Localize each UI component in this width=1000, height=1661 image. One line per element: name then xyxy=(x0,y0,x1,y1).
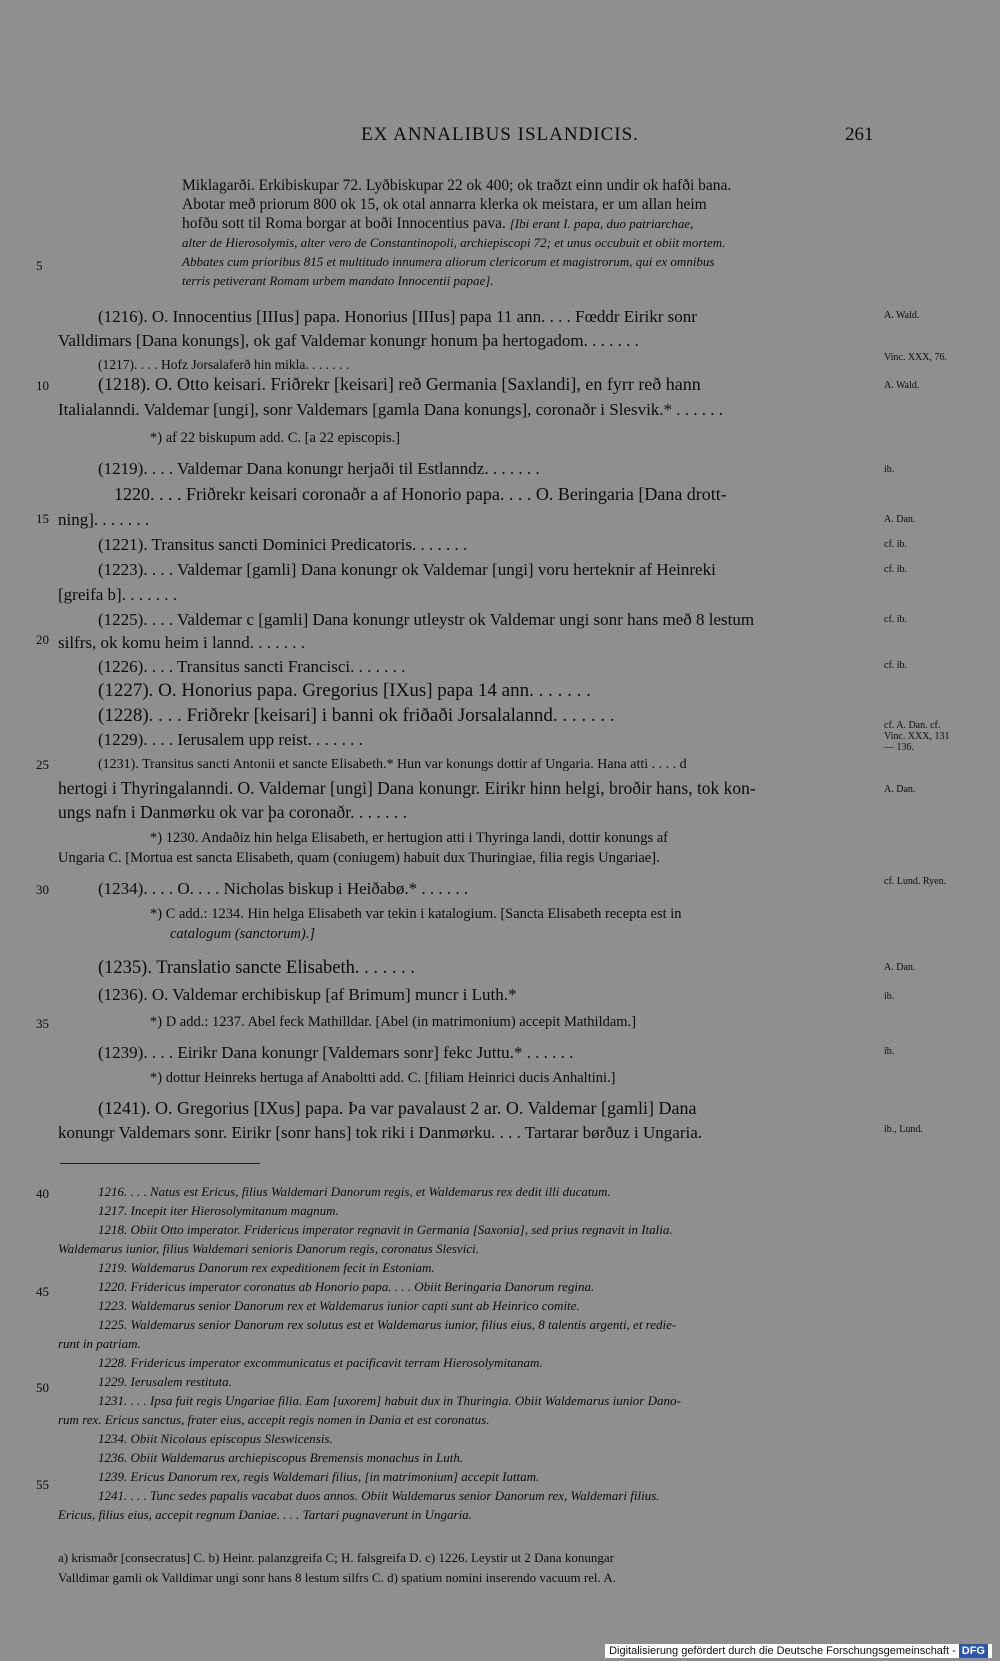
dfg-logo: DFG xyxy=(959,1644,988,1658)
annal-entry-1217: (1217). . . . Hofz Jorsalaferð hin mikla. . . . . . . xyxy=(98,357,350,372)
entry-footnote: *) dottur Heinreks hertuga af Anaboltti add. C. [filiam Heinrici ducis Anhaltini.] xyxy=(150,1070,616,1086)
margin-source: A. Dan. xyxy=(884,784,916,795)
intro-paragraph xyxy=(182,176,880,290)
annal-entry-1218: (1218). O. Otto keisari. Friðrekr [keisari] reð Germania [Saxlandi], en fyrr reð hann xyxy=(98,374,701,394)
running-title: EX ANNALIBUS ISLANDICIS. xyxy=(361,124,639,145)
margin-source: A. Wald. xyxy=(884,380,920,391)
annal-entry-1241: (1241). O. Gregorius [IXus] papa. Þa var pavalaust 2 ar. O. Valdemar [gamli] Dana xyxy=(98,1098,697,1118)
intro-latin: Abbates cum prioribus 815 et multitudo innumera aliorum clericorum et magistrorum, qui ex omnibus xyxy=(182,254,715,269)
line-number: 55 xyxy=(36,1477,49,1492)
line-number: 20 xyxy=(36,632,49,647)
annal-entry-1227: (1227). O. Honorius papa. Gregorius [IXus] papa 14 ann. . . . . . . xyxy=(98,680,591,701)
latin-line: 1225. Waldemarus senior Danorum rex solutus est et Waldemarus iunior, filius eius, 8 talentis argenti, et redie- xyxy=(98,1317,677,1332)
intro-latin: terris petiverant Romam urbem mandato Innocentii papae]. xyxy=(182,273,494,288)
line-number: 5 xyxy=(36,258,43,273)
annal-entry-1228: (1228). . . . Friðrekr [keisari] i banni ok friðaði Jorsalalannd. . . . . . . xyxy=(98,705,615,726)
annal-entry-1239: (1239). . . . Eirikr Dana konungr [Valdemars sonr] fekc Juttu.* . . . . . . xyxy=(98,1043,574,1062)
annal-entry-1225-cont: silfrs, ok komu heim i lannd. . . . . . . xyxy=(58,633,305,652)
annal-entry-1226: (1226). . . . Transitus sancti Francisci. . . . . . . xyxy=(98,657,406,676)
latin-line: 1216. . . . Natus est Ericus, filius Waldemari Danorum regis, et Waldemarus rex dedit illi ducatum. xyxy=(98,1184,611,1199)
entry-footnote: *) D add.: 1237. Abel feck Mathilldar. [Abel (in matrimonium) accepit Mathildam.] xyxy=(150,1014,637,1030)
intro-line: Miklagarði. Erkibiskupar 72. Lyðbiskupar 22 ok 400; ok traðzt einn undir ok hafði bana. xyxy=(182,177,732,194)
margin-source: A. Dan. xyxy=(884,514,916,525)
line-number: 40 xyxy=(36,1186,49,1201)
latin-line: 1217. Incepit iter Hierosolymitanum magnum. xyxy=(98,1203,339,1218)
intro-latin: alter de Hierosolymis, alter vero de Constantinopoli, archiepiscopi 72; et unus occubuit et obiit mortem. xyxy=(182,235,726,250)
latin-line: Waldemarus iunior, filius Waldemari senioris Danorum regis, coronatus Slesvici. xyxy=(58,1241,479,1256)
annal-entry-1241-cont: konungr Valdemars sonr. Eirikr [sonr hans] tok riki i Danmørku. . . . Tartarar børðuz i Ungaria. xyxy=(58,1123,703,1142)
margin-source: cf. ib. xyxy=(884,539,908,550)
line-number: 10 xyxy=(36,378,49,393)
latin-line: 1228. Fridericus imperator excommunicatus et pacificavit terram Hierosolymitanam. xyxy=(98,1355,543,1370)
margin-source: cf. ib. xyxy=(884,614,908,625)
latin-line: 1236. Obiit Waldemarus archiepiscopus Bremensis monachus in Luth. xyxy=(98,1450,464,1465)
margin-source: Vinc. XXX, 76. xyxy=(884,352,948,363)
annal-entry-1231-cont: hertogi i Thyringalanndi. O. Valdemar [ungi] Dana konungr. Eirikr hinn helgi, broðir hans, tok kon- xyxy=(58,778,756,798)
intro-line: Abotar með priorum 800 ok 15, ok otal annarra klerka ok meistara, er um allan heim xyxy=(182,196,707,213)
latin-line: 1241. . . . Tunc sedes papalis vacabat duos annos. Obiit Waldemarus senior Danorum rex, Waldemari filius. xyxy=(98,1488,660,1503)
entry-footnote: *) af 22 biskupum add. C. [a 22 episcopis.] xyxy=(150,430,401,446)
margin-source: A. Wald. xyxy=(884,310,920,321)
latin-line: 1231. . . . Ipsa fuit regis Ungariae filia. Eam [uxorem] habuit dux in Thuringia. Obiit Waldemarus iunior Dano- xyxy=(98,1393,681,1408)
latin-line: Ericus, filius eius, accepit regnum Daniae. . . . Tartari pugnaverunt in Ungaria. xyxy=(58,1507,472,1522)
latin-line: 1219. Waldemarus Danorum rex expeditionem fecit in Estoniam. xyxy=(98,1260,435,1275)
latin-translation xyxy=(58,1182,888,1524)
entry-footnote: Ungaria C. [Mortua est sancta Elisabeth, quam (coniugem) habuit dux Thuringiae, filia regis Ungariae]. xyxy=(58,850,660,866)
line-number: 15 xyxy=(36,511,49,526)
margin-source: cf. ib. xyxy=(884,660,908,671)
margin-source: ib., Lund. xyxy=(884,1124,923,1135)
annal-entry-1216-cont: Valldimars [Dana konungs], ok gaf Valdemar konungr honum þa hertogadom. . . . . . . xyxy=(58,331,639,350)
line-number: 45 xyxy=(36,1284,49,1299)
annal-entry-1221: (1221). Transitus sancti Dominici Predicatoris. . . . . . . xyxy=(98,535,468,554)
annal-entry-1216: (1216). O. Innocentius [IIIus] papa. Honorius [IIIus] papa 11 ann. . . . Fœddr Eirikr sonr xyxy=(98,307,697,326)
annal-entry-1220: 1220. . . . Friðrekr keisari coronaðr a af Honorio papa. . . . O. Beringaria [Dana drott- xyxy=(114,484,727,504)
annal-entry-1220-cont: ning]. . . . . . . xyxy=(58,510,150,529)
latin-line: 1220. Fridericus imperator coronatus ab Honorio papa. . . . Obiit Beringaria Danorum regina. xyxy=(98,1279,595,1294)
annal-entry-1231: (1231). Transitus sancti Antonii et sancte Elisabeth.* Hun var konungs dottir af Ungaria. Hana atti . . . . d xyxy=(98,757,687,772)
annal-entry-1225: (1225). . . . Valdemar c [gamli] Dana konungr utleystr ok Valdemar ungi sonr hans með 8 lestum xyxy=(98,610,755,629)
funding-credit xyxy=(605,1644,992,1658)
entry-footnote: *) C add.: 1234. Hin helga Elisabeth var tekin i katalogium. [Sancta Elisabeth recepta est in xyxy=(150,906,682,922)
margin-source: A. Dan. xyxy=(884,962,916,973)
annal-entry-1229: (1229). . . . Ierusalem upp reist. . . . . . . xyxy=(98,730,363,749)
latin-line: rum rex. Ericus sanctus, frater eius, accepit regis nomen in Dania et est coronatus. xyxy=(58,1412,490,1427)
margin-source: ib. xyxy=(884,1046,895,1057)
intro-line: hofðu sott til Roma borgar at boði Innocentius pava. xyxy=(182,215,506,232)
margin-source: cf. ib. xyxy=(884,564,908,575)
line-number: 50 xyxy=(36,1380,49,1395)
annal-entry-1218-cont: Italialanndi. Valdemar [ungi], sonr Valdemars [gamla Dana konungs], coronaðr i Slesvik.* . . . . . . xyxy=(58,400,724,419)
footnote-line: Valldimar gamli ok Valldimar ungi sonr hans 8 lestum silfrs C. d) spatium nomini inserendo vacuum rel. A. xyxy=(58,1570,616,1585)
credit-text: Digitalisierung gefördert durch die Deutsche Forschungsgemeinschaft - xyxy=(609,1645,956,1657)
latin-line: 1239. Ericus Danorum rex, regis Waldemari filius, [in matrimonium] accepit Iuttam. xyxy=(98,1469,540,1484)
entry-footnote: *) 1230. Andaðiz hin helga Elisabeth, er hertugion atti i Thyringa landi, dottir konungs af xyxy=(150,830,668,846)
latin-line: 1229. Ierusalem restituta. xyxy=(98,1374,232,1389)
annal-entry-1223-cont: [greifa b]. . . . . . . xyxy=(58,585,177,604)
annal-entry-1234: (1234). . . . O. . . . Nicholas biskup i Heiðabø.* . . . . . . xyxy=(98,879,469,898)
annal-entry-1219: (1219). . . . Valdemar Dana konungr herjaði til Estlanndz. . . . . . . xyxy=(98,459,540,478)
footnote-line: a) krismaðr [consecratus] C. b) Heinr. palanzgreifa C; H. falsgreifa D. c) 1226. Leystir ut 2 Dana konungar xyxy=(58,1550,614,1565)
latin-line: runt in patriam. xyxy=(58,1336,141,1351)
textual-footnotes xyxy=(58,1548,888,1588)
entry-footnote: catalogum (sanctorum).] xyxy=(170,926,315,942)
line-number: 35 xyxy=(36,1016,49,1031)
annal-entry-1223: (1223). . . . Valdemar [gamli] Dana konungr ok Valdemar [ungi] voru herteknir af Heinreki xyxy=(98,560,716,579)
intro-latin: [Ibi erant I. papa, duo patriarchae, xyxy=(509,216,694,231)
margin-source: cf. A. Dan. cf. Vinc. XXX, 131— 136. xyxy=(884,720,950,753)
margin-source: cf. Lund. Ryen. xyxy=(884,876,947,887)
margin-source: ib. xyxy=(884,464,895,475)
latin-line: 1234. Obiit Nicolaus episcopus Sleswicensis. xyxy=(98,1431,333,1446)
line-number: 25 xyxy=(36,757,49,772)
annal-entry-1236: (1236). O. Valdemar erchibiskup [af Brimum] muncr i Luth.* xyxy=(98,985,517,1004)
margin-source: ib. xyxy=(884,991,895,1002)
latin-line: 1218. Obiit Otto imperator. Fridericus imperator regnavit in Germania [Saxonia], sed prius regnavit in Italia. xyxy=(98,1222,673,1237)
page-number: 261 xyxy=(845,124,874,145)
annal-entry-1235: (1235). Translatio sancte Elisabeth. . . . . . . xyxy=(98,958,416,978)
annal-entry-1231-cont: ungs nafn i Danmørku ok var þa coronaðr. . . . . . . xyxy=(58,802,407,822)
section-divider xyxy=(60,1163,260,1164)
latin-line: 1223. Waldemarus senior Danorum rex et Waldemarus iunior capti sunt ab Heinrico comite. xyxy=(98,1298,580,1313)
line-number: 30 xyxy=(36,882,49,897)
